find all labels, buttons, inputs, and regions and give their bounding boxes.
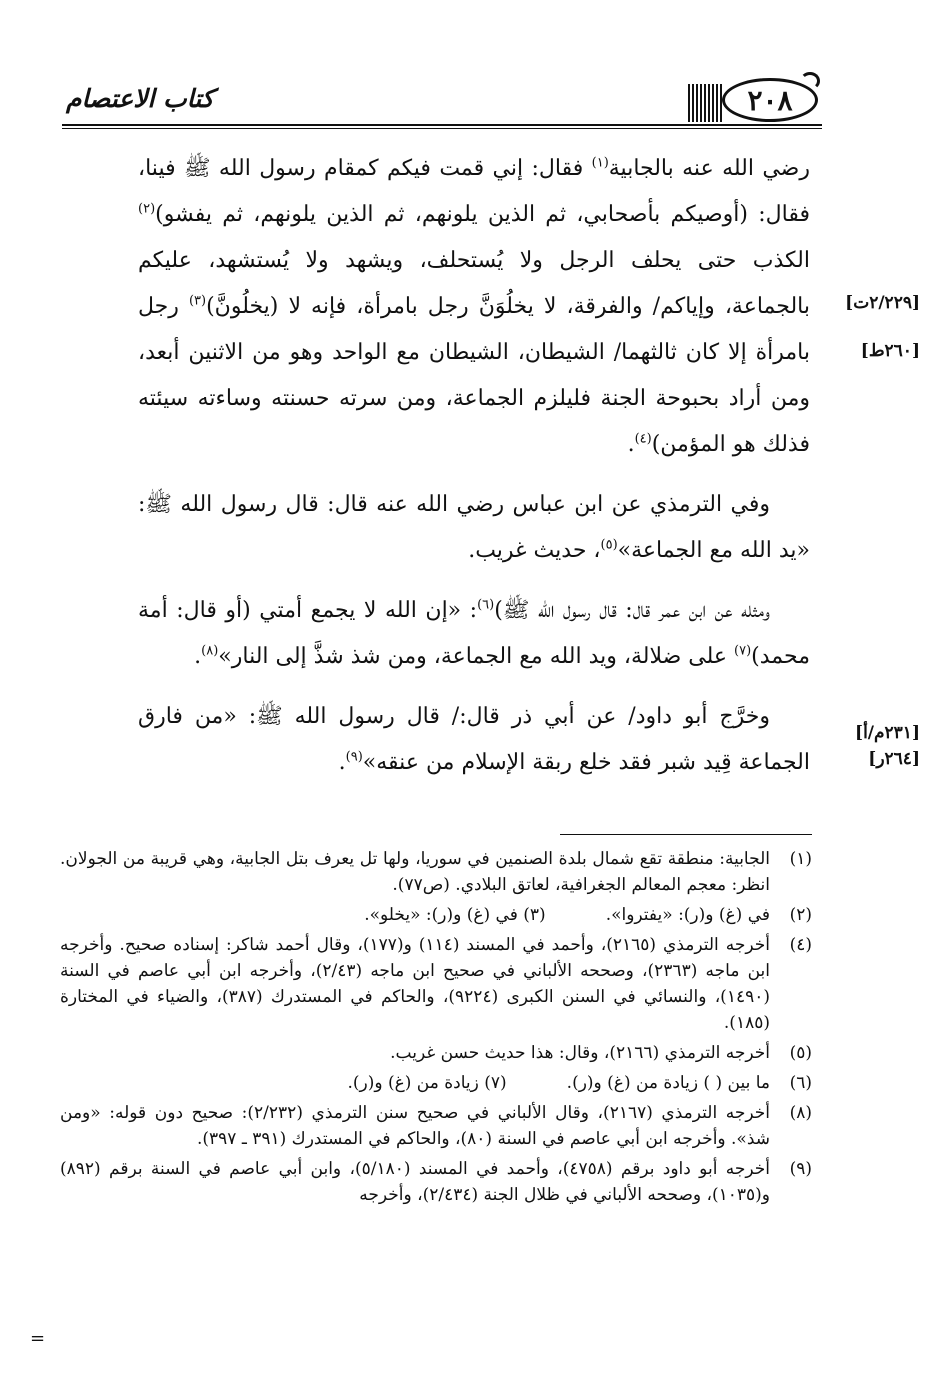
footnote-number: (٦) bbox=[789, 1073, 812, 1093]
footnote-ref[interactable]: (٤) bbox=[634, 431, 652, 447]
margin-ref: [٢/٢٢٩ت] bbox=[845, 293, 920, 313]
footnote-9 bbox=[60, 1156, 812, 1208]
footnote-ref[interactable]: (٩) bbox=[345, 749, 363, 765]
footnote-3 bbox=[364, 902, 545, 928]
footnote-number: (٥) bbox=[789, 1043, 812, 1063]
footnote-number: (٧) bbox=[484, 1073, 507, 1093]
footnote-4 bbox=[60, 932, 812, 1036]
footnote-ref[interactable]: (٧) bbox=[734, 643, 752, 659]
footnote-separator bbox=[560, 834, 812, 835]
footnote-ref[interactable]: (٥) bbox=[600, 537, 618, 553]
paragraph: وفي الترمذي عن ابن عباس رضي الله عنه قال: قال رسول الله ﷺ: «يد الله مع الجماعة»$^{(٥)}$، حديث غريب. bbox=[138, 492, 810, 563]
footnote-number: (٩) bbox=[789, 1159, 812, 1179]
footnote-number: (٢) bbox=[789, 905, 812, 925]
margin-ref: [٢٦٠ط] bbox=[860, 341, 920, 361]
footnote-2 bbox=[605, 902, 812, 928]
footnote-ref[interactable]: (٨) bbox=[201, 643, 219, 659]
footnote-1 bbox=[60, 846, 812, 898]
page-header bbox=[62, 78, 822, 130]
footnote-number: (٣) bbox=[523, 905, 546, 925]
footnote-text: في (غ) و(ر): «يخلو». bbox=[364, 905, 518, 925]
header-rule-thin bbox=[62, 128, 822, 129]
footnote-text: أخرجه الترمذي (٢١٦٧)، وقال الألباني في صحيح سنن الترمذي (٢/٢٣٢): صحيح دون قوله: «ومن شذ». وأخرجه ابن أبي عاصم في السنة (٨٠)، والحاكم في المستدرك (٣٩١ ـ ٣٩٧). bbox=[60, 1103, 770, 1149]
frame-curl-ornament bbox=[800, 72, 820, 90]
footnote-ref[interactable]: (٣) bbox=[188, 293, 207, 309]
paragraph: وخرَّج أبو داود/ عن أبي ذر قال:/ قال رسول الله ﷺ: «من فارق الجماعة قِيد شبر فقد خلع ربقة الإسلام من عنقه»$^{(٩)}$. bbox=[138, 704, 810, 775]
footnote-7 bbox=[347, 1070, 506, 1096]
paragraph: رضي الله عنه بالجابية$^{(١)}$ فقال: إني قمت فيكم كمقام رسول الله ﷺ فينا، فقال: (أوصيكم بأصحابي، ثم الذين يلونهم، ثم الذين يلونهم، ثم يفشو)$^{(٢)}$ الكذب حتى يحلف الرجل ولا يُستحلف، ويشهد ولا يُستشهد، عليكم بالجماعة، وإياكم/ والفرقة، لا يخلُوَنَّ رجل بامرأة، فإنه لا (يخلُونَّ)$^{(٣)}$ رجل بامرأة إلا كان ثالثهما/ الشيطان، الشيطان مع الواحد وهو من الاثنين أبعد، ومن أراد بحبوحة الجنة فليلزم الجماعة، ومن سرته حسنته وساءته سيئته فذلك هو المؤمن)$^{(٤)}$. bbox=[138, 155, 810, 457]
footnote-6 bbox=[566, 1070, 812, 1096]
footnote-ref[interactable]: (٢) bbox=[138, 201, 156, 217]
footnotes bbox=[60, 846, 812, 1212]
main-text bbox=[138, 146, 810, 786]
margin-ref: [٢٦٤ر] bbox=[868, 749, 920, 769]
footnote-number: (٤) bbox=[789, 935, 812, 955]
footnote-number: (١) bbox=[789, 849, 812, 869]
footnote-2-3 bbox=[60, 902, 812, 928]
footnote-text: أخرجه الترمذي (٢١٦٥)، وأحمد في المسند (١١٤) و(١٧٧)، وقال أحمد شاكر: إسناده صحيح. وأخرجه ابن ماجه (٢٣٦٣)، وصححه الألباني في صحيح ابن ماجه (٢/٤٣)، وأخرجه ابن أبي عاصم في السنة (١٤٩٠)، والنسائي في السنن الكبرى (٩٢٢٤)، والحاكم في المستدرك (٣٨٧)، والضياء في المختارة (١٨٥). bbox=[60, 935, 771, 1033]
header-ornament-stripes bbox=[688, 84, 724, 122]
footnote-8 bbox=[60, 1100, 812, 1152]
running-title: كتاب الاعتصام bbox=[66, 84, 214, 113]
margin-ref: [٢٣١م/أ] bbox=[855, 723, 920, 743]
continuation-mark: = bbox=[30, 1328, 46, 1349]
footnote-text: في (غ) و(ر): «يفتروا». bbox=[605, 905, 770, 925]
footnote-ref[interactable]: (٦) bbox=[477, 597, 495, 613]
header-rule bbox=[62, 124, 822, 126]
footnote-text: الجابية: منطقة تقع شمال بلدة الصنمين في سوريا، ولها تل يعرف بتل الجابية، وهي قريبة من الجولان. انظر: معجم المعالم الجغرافية، لعاتق البلادي. (ص٧٧). bbox=[60, 849, 770, 895]
footnote-number: (٨) bbox=[789, 1103, 812, 1123]
footnote-ref[interactable]: (١) bbox=[591, 155, 609, 171]
page-number: ٢٠٨ bbox=[747, 83, 793, 117]
footnote-text: أخرجه الترمذي (٢١٦٦)، وقال: هذا حديث حسن غريب. bbox=[390, 1043, 770, 1063]
paragraph: ومثله عن ابن عمر قال: قال رسول الله ﷺ)$^{(٦)}$: «إن الله لا يجمع أمتي (أو قال: أمة محمد)$^{(٧)}$ على ضلالة، ويد الله مع الجماعة، ومن شذ شذَّ إلى النار»$^{(٨)}$. bbox=[138, 597, 810, 669]
footnote-6-7 bbox=[60, 1070, 812, 1096]
footnote-text: أخرجه أبو داود برقم (٤٧٥٨)، وأحمد في المسند (٥/١٨٠)، وابن أبي عاصم في السنة برقم (٨٩٢) و(١٠٣٥)، وصححه الألباني في ظلال الجنة (٢/٤٣٤)، وأخرجه bbox=[60, 1159, 770, 1205]
footnote-text: ما بين ( ) زيادة من (غ) و(ر). bbox=[566, 1073, 770, 1093]
footnote-5 bbox=[60, 1040, 812, 1066]
footnote-text: زيادة من (غ) و(ر). bbox=[347, 1073, 479, 1093]
